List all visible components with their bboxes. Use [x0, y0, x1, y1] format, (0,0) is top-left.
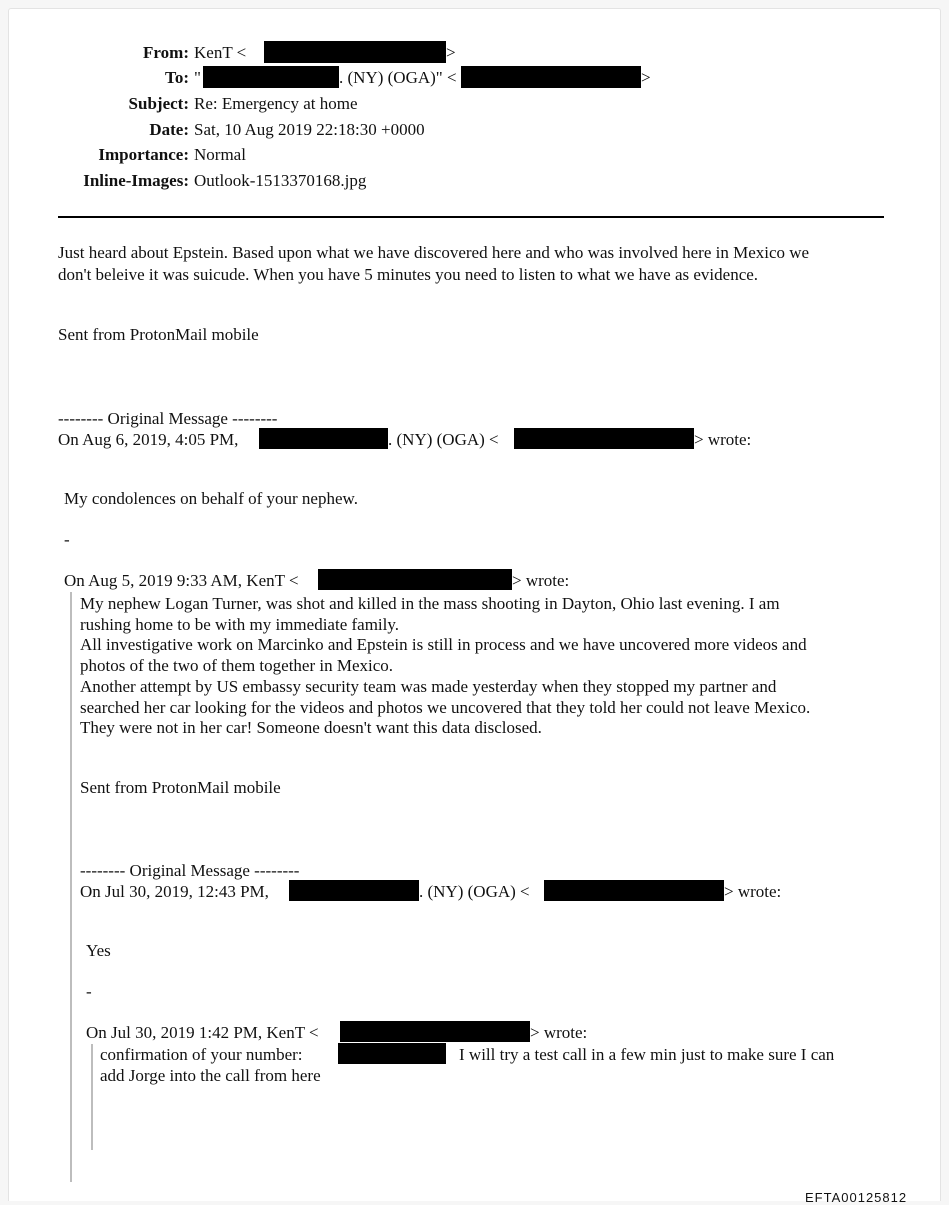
reply-header-prefix: On Aug 5, 2019 9:33 AM, KenT < — [64, 571, 299, 590]
quote-line: They were not in her car! Someone doesn't want this data disclosed. — [80, 718, 542, 737]
quote-on-suffix: > wrote: — [694, 430, 752, 449]
redaction-box — [289, 880, 419, 901]
reply-header-suffix: > wrote: — [512, 571, 570, 590]
redaction-box — [264, 41, 446, 63]
from-suffix: > — [446, 43, 456, 62]
to-prefix: " — [194, 68, 201, 87]
from-name: KenT < — [194, 43, 247, 62]
quote-on-suffix: > wrote: — [724, 882, 782, 901]
quote-line: searched her car looking for the videos and photos we uncovered that they told her could not leave Mexico. — [80, 698, 811, 717]
importance-value: Normal — [194, 145, 246, 164]
original-message-divider: -------- Original Message -------- — [58, 409, 278, 428]
to-suffix: > — [641, 68, 651, 87]
bates-number: EFTA00125812 — [805, 1190, 908, 1205]
quote-message: Yes — [86, 941, 111, 960]
redaction-box — [318, 569, 512, 590]
quote-bar — [91, 1044, 93, 1150]
quote-dash: - — [64, 530, 70, 549]
quote-on-prefix: On Aug 6, 2019, 4:05 PM, — [58, 430, 239, 449]
subject-value: Re: Emergency at home — [194, 94, 358, 113]
inline-images-label: Inline-Images: — [83, 171, 189, 190]
quote-bar — [70, 592, 72, 1182]
to-label: To: — [165, 68, 189, 87]
from-label: From: — [143, 43, 189, 62]
from-value — [194, 43, 246, 63]
redaction-box — [461, 66, 641, 88]
header-divider — [58, 216, 884, 218]
redaction-box — [340, 1021, 530, 1042]
sent-from-text: Sent from ProtonMail mobile — [80, 778, 281, 797]
to-middle: . (NY) (OGA)" < — [339, 68, 457, 87]
redaction-box — [514, 428, 694, 449]
importance-label: Importance: — [98, 145, 189, 164]
quote-line: My nephew Logan Turner, was shot and killed in the mass shooting in Dayton, Ohio last evening. I am — [80, 594, 780, 613]
quote-line: add Jorge into the call from here — [100, 1066, 321, 1085]
date-label: Date: — [149, 120, 189, 139]
quote-line: All investigative work on Marcinko and Epstein is still in process and we have uncovered more videos and — [80, 635, 807, 654]
redaction-box — [338, 1043, 446, 1064]
reply-header-prefix: On Jul 30, 2019 1:42 PM, KenT < — [86, 1023, 319, 1042]
quote-dash: - — [86, 982, 92, 1001]
sent-from-text: Sent from ProtonMail mobile — [58, 325, 259, 344]
quote-line: Another attempt by US embassy security team was made yesterday when they stopped my partner and — [80, 677, 777, 696]
date-value: Sat, 10 Aug 2019 22:18:30 +0000 — [194, 120, 425, 139]
original-message-divider: -------- Original Message -------- — [80, 861, 300, 880]
quote-line: rushing home to be with my immediate family. — [80, 615, 400, 634]
quote-line: I will try a test call in a few min just to make sure I can — [459, 1045, 835, 1064]
redaction-box — [203, 66, 339, 88]
body-line: don't beleive it was suicude. When you have 5 minutes you need to listen to what we have as evidence. — [58, 265, 759, 284]
quote-on-prefix: On Jul 30, 2019, 12:43 PM, — [80, 882, 269, 901]
quote-on-middle: . (NY) (OGA) < — [388, 430, 499, 449]
reply-header-suffix: > wrote: — [530, 1023, 588, 1042]
redaction-box — [259, 428, 388, 449]
quote-line: photos of the two of them together in Mexico. — [80, 656, 394, 675]
inline-images-value: Outlook-1513370168.jpg — [194, 171, 367, 190]
quote-on-middle: . (NY) (OGA) < — [419, 882, 530, 901]
body-line: Just heard about Epstein. Based upon what we have discovered here and who was involved here in Mexico we — [58, 243, 810, 262]
quote-line: confirmation of your number: — [100, 1045, 303, 1064]
quote-message: My condolences on behalf of your nephew. — [64, 489, 358, 508]
subject-label: Subject: — [128, 94, 189, 113]
redaction-box — [544, 880, 724, 901]
